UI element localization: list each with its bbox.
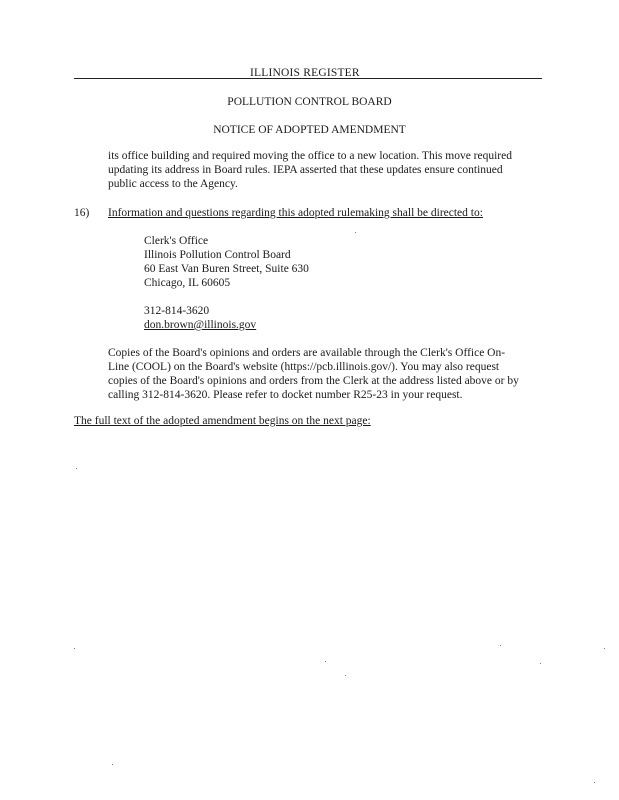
text-line: Copies of the Board's opinions and orders are available through the Clerk's Office On- xyxy=(108,347,506,359)
scan-speck xyxy=(355,232,356,233)
notice-title: NOTICE OF ADOPTED AMENDMENT xyxy=(213,124,406,136)
contact-org: Illinois Pollution Control Board xyxy=(144,249,291,261)
register-title-underline xyxy=(210,78,410,79)
item-heading: Information and questions regarding this adopted rulemaking shall be directed to: xyxy=(108,207,483,219)
scan-speck xyxy=(112,764,113,765)
contact-email-link[interactable]: don.brown@illinois.gov xyxy=(144,319,257,331)
board-name: POLLUTION CONTROL BOARD xyxy=(227,96,392,108)
text-line: public access to the Agency. xyxy=(108,178,238,190)
text-line: its office building and required moving the office to a new location. This move required xyxy=(108,150,512,162)
item-number: 16) xyxy=(74,207,90,219)
full-text-note: The full text of the adopted amendment begins on the next page: xyxy=(74,415,371,427)
scan-speck xyxy=(604,648,605,649)
scan-speck xyxy=(345,675,346,676)
contact-city: Chicago, IL 60605 xyxy=(144,277,231,289)
scan-speck xyxy=(74,648,75,649)
contact-street: 60 East Van Buren Street, Suite 630 xyxy=(144,263,309,275)
scan-speck xyxy=(500,645,501,646)
text-line: Line (COOL) on the Board's website (https://pcb.illinois.gov/). You may also request xyxy=(108,361,500,373)
header-rule-right xyxy=(410,78,542,79)
scan-speck xyxy=(325,661,326,662)
contact-phone: 312-814-3620 xyxy=(144,305,210,317)
scan-speck xyxy=(540,663,541,664)
text-line: calling 312-814-3620. Please refer to docket number R25-23 in your request. xyxy=(108,389,463,401)
text-line: updating its address in Board rules. IEPA asserted that these updates ensure continued xyxy=(108,164,503,176)
text-line: copies of the Board's opinions and orders from the Clerk at the address listed above or by xyxy=(108,375,519,387)
register-title: ILLINOIS REGISTER xyxy=(250,67,360,79)
scan-speck xyxy=(76,468,77,469)
scan-speck xyxy=(594,782,595,783)
contact-office: Clerk's Office xyxy=(144,235,209,247)
header-rule-left xyxy=(74,78,210,79)
